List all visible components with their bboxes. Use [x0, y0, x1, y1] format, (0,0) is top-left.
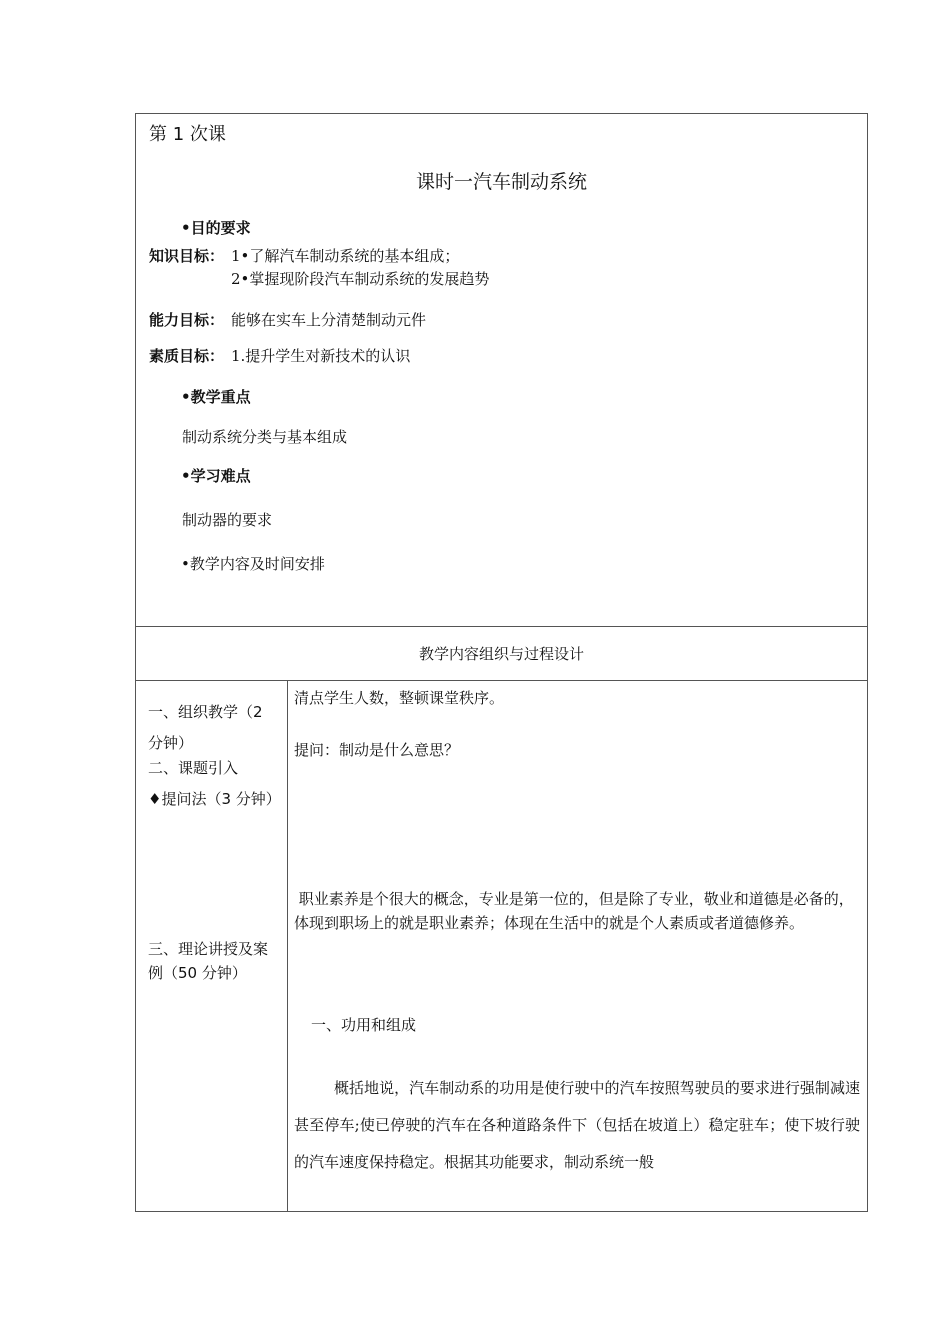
lesson-plan-table [135, 113, 868, 1212]
paragraph-attendance: 清点学生人数，整顿课堂秩序。 [294, 689, 505, 707]
section-1-line-2: 分钟） [148, 734, 194, 752]
divider-header [135, 680, 868, 681]
design-header: 教学内容组织与过程设计 [418, 645, 584, 663]
quality-label: 素质目标： [149, 347, 225, 365]
objectives-heading: •目的要求 [181, 219, 251, 237]
key-points-heading: •教学重点 [181, 388, 251, 406]
paragraph-professionalism: 职业素养是个很大的概念，专业是第一位的，但是除了专业，敬业和道德是必备的，体现到职场上的就是职业素养；体现在生活中的就是个人素质或者道德修养。 [294, 890, 854, 932]
divider-top [135, 626, 868, 627]
section-2: 二、课题引入 [148, 759, 239, 777]
section-3-line-2: 例（50 分钟） [148, 964, 247, 982]
schedule-heading: •教学内容及时间安排 [181, 555, 325, 573]
quality-text: 1.提升学生对新技术的认识 [231, 347, 411, 365]
knowledge-label: 知识目标： [149, 247, 225, 265]
section-heading-function: 一、功用和组成 [311, 1016, 417, 1034]
section-3-line-1: 三、理论讲授及案 [148, 940, 269, 958]
section-2-method: ♦提问法（3 分钟） [148, 790, 281, 808]
key-points-text: 制动系统分类与基本组成 [182, 428, 348, 446]
column-divider [287, 680, 288, 1212]
ability-label: 能力目标： [149, 311, 225, 329]
section-1-line-1: 一、组织教学（2 [148, 703, 263, 721]
difficulties-text: 制动器的要求 [182, 511, 273, 529]
ability-text: 能够在实车上分清楚制动元件 [231, 311, 427, 329]
lesson-title: 课时一汽车制动系统 [415, 171, 587, 193]
difficulties-heading: •学习难点 [181, 467, 251, 485]
knowledge-item-1: 1•了解汽车制动系统的基本组成； [231, 247, 460, 265]
paragraph-function: 概括地说，汽车制动系的功用是使行驶中的汽车按照驾驶员的要求进行强制减速甚至停车;使已停驶的汽车在各种道路条件下（包括在坡道上）稳定驻车；使下坡行驶的汽车速度保持稳定。根据其功能要求，制动系统一般 [294, 1079, 860, 1171]
paragraph-question: 提问：制动是什么意思？ [294, 741, 460, 759]
knowledge-item-2: 2•掌握现阶段汽车制动系统的发展趋势 [231, 270, 490, 288]
lesson-number: 第 1 次课 [149, 124, 226, 145]
